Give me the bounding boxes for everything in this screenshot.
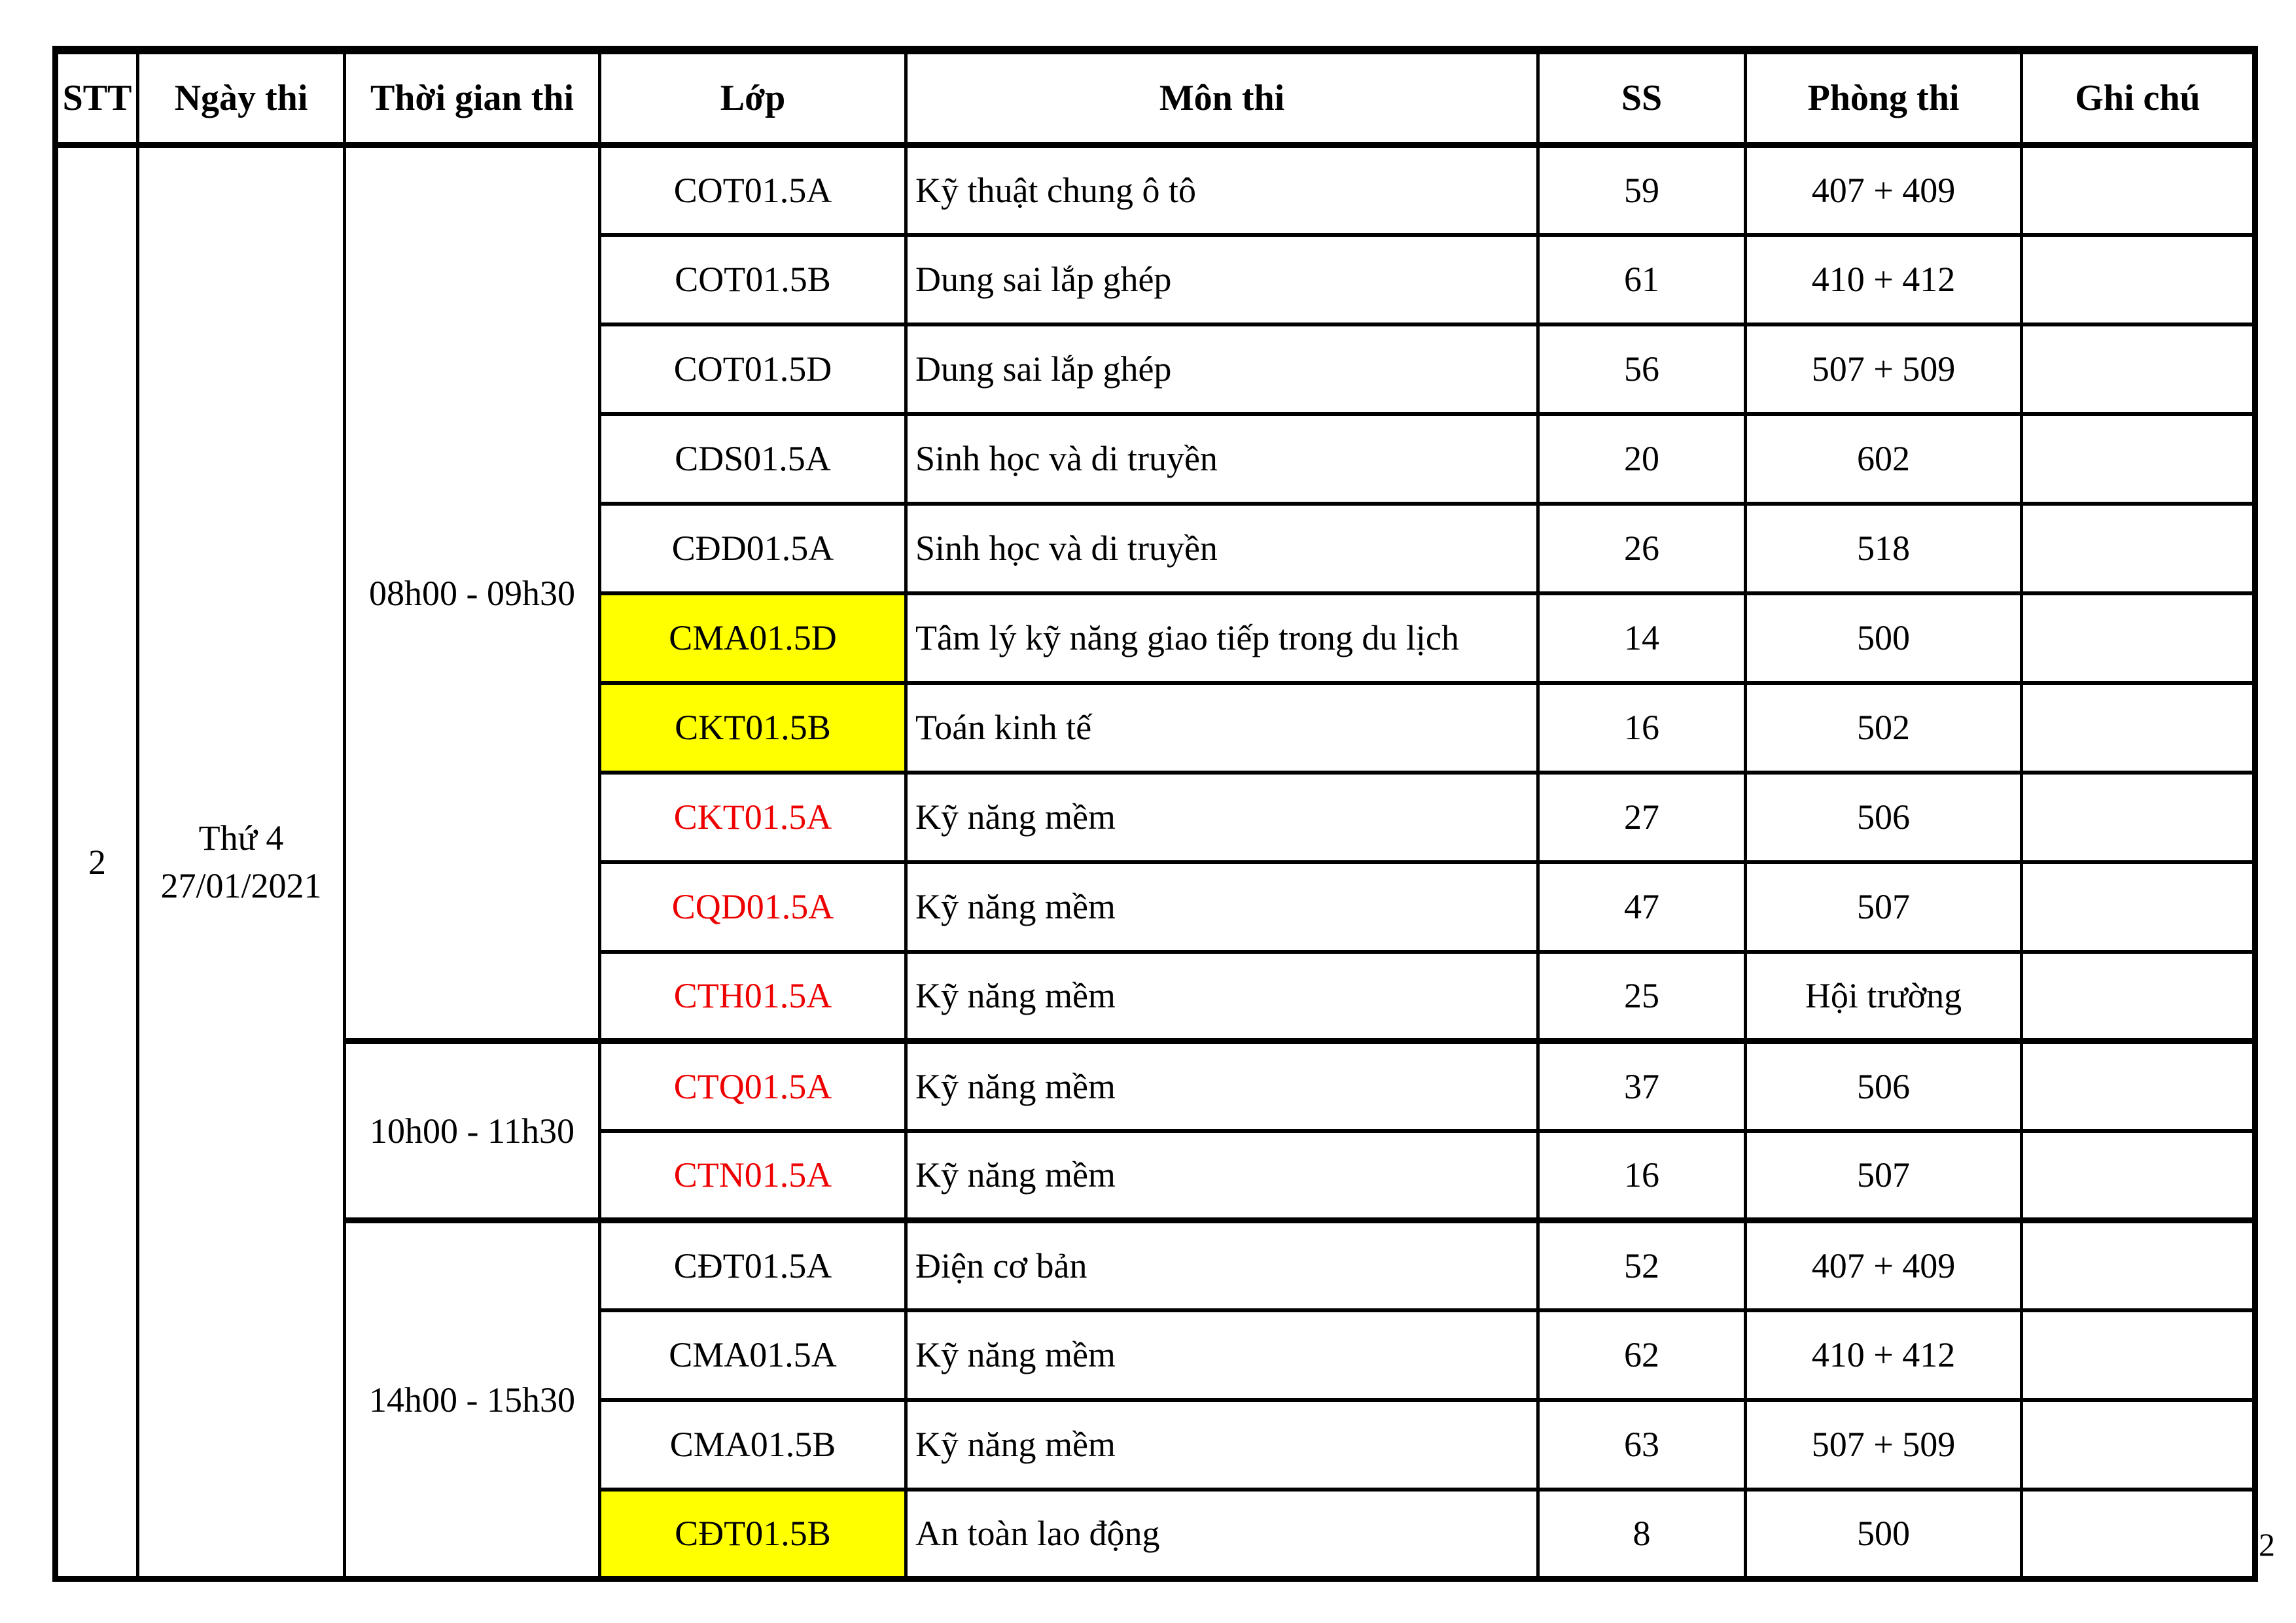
time-slot-cell: 10h00 - 11h30 (345, 1041, 600, 1221)
note-cell (2022, 1310, 2255, 1400)
note-cell (2022, 1041, 2255, 1131)
class-cell: CKT01.5B (600, 683, 906, 773)
subject-cell: Kỹ năng mềm (906, 1041, 1538, 1131)
subject-cell: Điện cơ bản (906, 1221, 1538, 1310)
table-row (56, 1221, 2255, 1310)
room-cell: 506 (1746, 773, 2022, 862)
note-cell (2022, 1221, 2255, 1310)
note-cell (2022, 952, 2255, 1041)
note-cell (2022, 683, 2255, 773)
room-cell: 507 + 509 (1746, 324, 2022, 414)
class-cell: CMA01.5D (600, 593, 906, 683)
room-cell: Hội trường (1746, 952, 2022, 1041)
exam-date-weekday: Thứ 4 (198, 818, 284, 858)
note-cell (2022, 1131, 2255, 1221)
student-count-cell: 20 (1538, 414, 1746, 504)
class-cell: CĐT01.5B (600, 1490, 906, 1579)
class-cell: CMA01.5B (600, 1400, 906, 1490)
subject-cell: Toán kinh tế (906, 683, 1538, 773)
student-count-cell: 25 (1538, 952, 1746, 1041)
subject-cell: Tâm lý kỹ năng giao tiếp trong du lịch (906, 593, 1538, 683)
student-count-cell: 16 (1538, 683, 1746, 773)
student-count-cell: 27 (1538, 773, 1746, 862)
time-slot-cell: 14h00 - 15h30 (345, 1221, 600, 1579)
student-count-cell: 8 (1538, 1490, 1746, 1579)
class-cell: COT01.5B (600, 235, 906, 324)
class-cell: CTQ01.5A (600, 1041, 906, 1131)
room-cell: 500 (1746, 593, 2022, 683)
room-cell: 407 + 409 (1746, 1221, 2022, 1310)
note-cell (2022, 235, 2255, 324)
column-header-ngay-thi: Ngày thi (138, 50, 345, 145)
room-cell: 407 + 409 (1746, 145, 2022, 235)
room-cell: 500 (1746, 1490, 2022, 1579)
column-header-mon-thi: Môn thi (906, 50, 1538, 145)
exam-date-cell (138, 145, 345, 1579)
student-count-cell: 62 (1538, 1310, 1746, 1400)
student-count-cell: 16 (1538, 1131, 1746, 1221)
student-count-cell: 47 (1538, 862, 1746, 952)
subject-cell: Sinh học và di truyền (906, 414, 1538, 504)
class-cell: CĐD01.5A (600, 504, 906, 593)
room-cell: 502 (1746, 683, 2022, 773)
class-cell: CQD01.5A (600, 862, 906, 952)
column-header-ghi-chu: Ghi chú (2022, 50, 2255, 145)
stt-cell: 2 (56, 145, 138, 1579)
subject-cell: Kỹ năng mềm (906, 1310, 1538, 1400)
subject-cell: Dung sai lắp ghép (906, 235, 1538, 324)
table-row (56, 1041, 2255, 1131)
room-cell: 507 (1746, 1131, 2022, 1221)
note-cell (2022, 414, 2255, 504)
table-row (56, 145, 2255, 235)
note-cell (2022, 1490, 2255, 1579)
subject-cell: Sinh học và di truyền (906, 504, 1538, 593)
note-cell (2022, 145, 2255, 235)
room-cell: 410 + 412 (1746, 235, 2022, 324)
room-cell: 602 (1746, 414, 2022, 504)
note-cell (2022, 593, 2255, 683)
note-cell (2022, 773, 2255, 862)
column-header-phong-thi: Phòng thi (1746, 50, 2022, 145)
time-slot-cell: 08h00 - 09h30 (345, 145, 600, 1041)
room-cell: 507 + 509 (1746, 1400, 2022, 1490)
class-cell: COT01.5D (600, 324, 906, 414)
column-header-stt: STT (56, 50, 138, 145)
subject-cell: Kỹ năng mềm (906, 1400, 1538, 1490)
column-header-ss: SS (1538, 50, 1746, 145)
subject-cell: Kỹ thuật chung ô tô (906, 145, 1538, 235)
subject-cell: Kỹ năng mềm (906, 773, 1538, 862)
room-cell: 506 (1746, 1041, 2022, 1131)
class-cell: CTN01.5A (600, 1131, 906, 1221)
room-cell: 518 (1746, 504, 2022, 593)
exam-date-value: 27/01/2021 (160, 865, 322, 905)
subject-cell: Kỹ năng mềm (906, 862, 1538, 952)
class-cell: CĐT01.5A (600, 1221, 906, 1310)
student-count-cell: 52 (1538, 1221, 1746, 1310)
student-count-cell: 63 (1538, 1400, 1746, 1490)
subject-cell: Kỹ năng mềm (906, 1131, 1538, 1221)
subject-cell: Dung sai lắp ghép (906, 324, 1538, 414)
student-count-cell: 59 (1538, 145, 1746, 235)
student-count-cell: 26 (1538, 504, 1746, 593)
room-cell: 507 (1746, 862, 2022, 952)
header-row (56, 50, 2255, 145)
note-cell (2022, 504, 2255, 593)
note-cell (2022, 862, 2255, 952)
student-count-cell: 14 (1538, 593, 1746, 683)
class-cell: COT01.5A (600, 145, 906, 235)
note-cell (2022, 1400, 2255, 1490)
student-count-cell: 37 (1538, 1041, 1746, 1131)
class-cell: CMA01.5A (600, 1310, 906, 1400)
room-cell: 410 + 412 (1746, 1310, 2022, 1400)
column-header-thoi-gian-thi: Thời gian thi (345, 50, 600, 145)
class-cell: CTH01.5A (600, 952, 906, 1041)
column-header-lop: Lớp (600, 50, 906, 145)
note-cell (2022, 324, 2255, 414)
class-cell: CKT01.5A (600, 773, 906, 862)
subject-cell: Kỹ năng mềm (906, 952, 1538, 1041)
page-number: 2 (2259, 1526, 2275, 1563)
subject-cell: An toàn lao động (906, 1490, 1538, 1579)
class-cell: CDS01.5A (600, 414, 906, 504)
student-count-cell: 61 (1538, 235, 1746, 324)
exam-schedule-table (52, 46, 2258, 1582)
student-count-cell: 56 (1538, 324, 1746, 414)
